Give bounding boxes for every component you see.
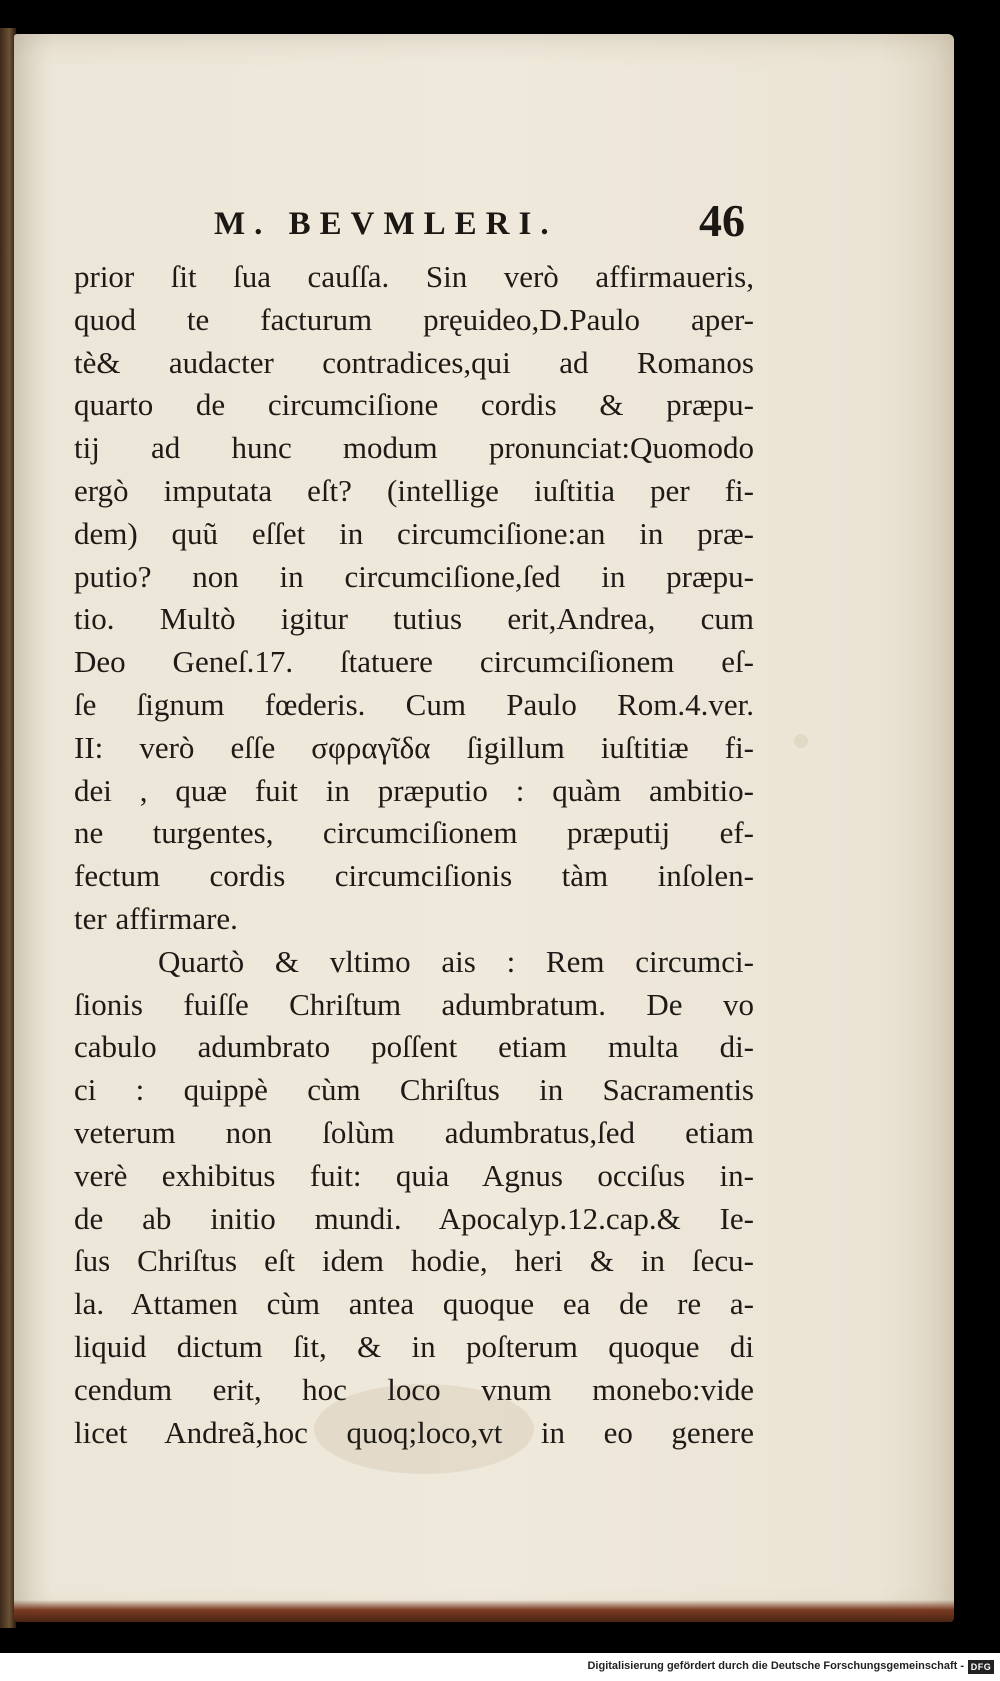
text-line: ergò imputata eſt? (intellige iuſtitia per fi- [74, 472, 754, 508]
text-line: veterum non ſolùm adumbratus,ſed etiam [74, 1114, 754, 1150]
text-line: tè& audacter contradices,qui ad Romanos [74, 344, 754, 380]
text-line: fectum cordis circumciſionis tàm inſolen- [74, 858, 754, 894]
text-line: dei , quæ fuit in præputio : quàm ambitio- [74, 772, 754, 808]
dfg-logo: DFG [968, 1660, 994, 1674]
text-line: cendum erit, hoc loco vnum monebo:vide [74, 1371, 754, 1407]
text-line: Deo Geneſ.17. ſtatuere circumciſionem eſ- [74, 644, 754, 680]
text-line: ſus Chriſtus eſt idem hodie, heri & in ſecu- [74, 1243, 754, 1279]
body-text [74, 256, 754, 1454]
funding-credit: Digitalisierung gefördert durch die Deutsche Forschungsgemeinschaft - [587, 1660, 964, 1672]
text-line: ne turgentes, circumciſionem præputij ef- [74, 815, 754, 851]
page-header [14, 192, 954, 252]
text-line: ſionis fuiſſe Chriſtum adumbratum. De vo [74, 986, 754, 1022]
text-line: quarto de circumciſione cordis & præpu- [74, 387, 754, 423]
text-line: tij ad hunc modum pronunciat:Quomodo [74, 430, 754, 466]
paper-spot [794, 734, 808, 748]
text-line: ſe ſignum fœderis. Cum Paulo Rom.4.ver. [74, 686, 754, 722]
text-line: ter affirmare. [74, 900, 238, 936]
text-line: liquid dictum ſit, & in poſterum quoque di [74, 1328, 754, 1364]
text-line: II: verò eſſe σφραγῖδα ſigillum iuſtitiæ fi- [74, 729, 754, 765]
running-head: M. BEVMLERI. [214, 206, 558, 242]
digitization-footer [0, 1653, 1000, 1681]
text-line: prior ſit ſua cauſſa. Sin verò affirmaueris, [74, 259, 754, 294]
page-bottom-edge [14, 1600, 954, 1622]
text-line: putio? non in circumciſione,ſed in præpu- [74, 558, 754, 594]
book-page [14, 34, 954, 1620]
text-line: verè exhibitus fuit: quia Agnus occiſus in- [74, 1157, 754, 1193]
text-line: de ab initio mundi. Apocalyp.12.cap.& Ie- [74, 1200, 754, 1236]
text-line: quod te facturum pręuideo,D.Paulo aper- [74, 301, 754, 337]
text-line: dem) quũ eſſet in circumciſione:an in præ- [74, 515, 754, 551]
page-number: 46 [699, 195, 745, 246]
text-line: cabulo adumbrato poſſent etiam multa di- [74, 1029, 754, 1065]
text-line: ci : quippè cùm Chriſtus in Sacramentis [74, 1072, 754, 1108]
text-line: tio. Multò igitur tutius erit,Andrea, cum [74, 601, 754, 637]
text-line: Quartò & vltimo ais : Rem circumci- [158, 943, 754, 979]
text-line: licet Andreã,hoc quoq;loco,vt in eo genere [74, 1414, 754, 1450]
text-line: la. Attamen cùm antea quoque ea de re a- [74, 1286, 754, 1322]
